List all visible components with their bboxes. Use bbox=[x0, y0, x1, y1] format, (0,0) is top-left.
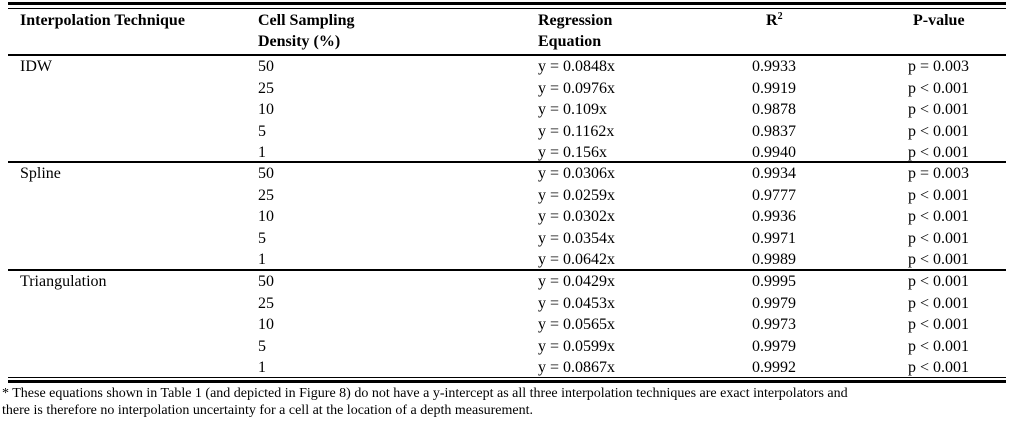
cell-p: p < 0.001 bbox=[908, 122, 970, 140]
cell-equation: y = 0.0867x bbox=[538, 359, 616, 377]
bottom-rule-thin bbox=[8, 377, 1006, 378]
header-rule bbox=[8, 54, 1006, 56]
cell-p: p < 0.001 bbox=[908, 144, 970, 162]
technique-label: Triangulation bbox=[20, 273, 107, 290]
cell-p: p < 0.001 bbox=[908, 251, 970, 269]
cell-density: 25 bbox=[258, 79, 274, 97]
cell-density: 25 bbox=[258, 186, 274, 204]
cell-p: p < 0.001 bbox=[908, 337, 970, 355]
cell-density: 1 bbox=[258, 359, 266, 377]
cell-equation: y = 0.0565x bbox=[538, 316, 616, 334]
group-separator-rule bbox=[8, 161, 1006, 163]
cell-density: 1 bbox=[258, 144, 266, 162]
r-squared-base: R bbox=[766, 12, 778, 29]
header-technique: Interpolation Technique bbox=[20, 12, 185, 29]
cell-equation: y = 0.0642x bbox=[538, 251, 616, 269]
cell-equation: y = 0.0976x bbox=[538, 79, 616, 97]
technique-label: Spline bbox=[20, 165, 61, 182]
cell-p: p < 0.001 bbox=[908, 316, 970, 334]
cell-p: p = 0.003 bbox=[908, 165, 970, 182]
bottom-rule-thick bbox=[8, 380, 1006, 383]
cell-density: 5 bbox=[258, 122, 266, 140]
cell-p: p < 0.001 bbox=[908, 101, 970, 119]
cell-r2: 0.9936 bbox=[752, 208, 796, 226]
header-equation-line1: Regression bbox=[538, 12, 613, 29]
cell-density: 50 bbox=[258, 58, 274, 75]
cell-p: p < 0.001 bbox=[908, 229, 970, 247]
cell-p: p = 0.003 bbox=[908, 58, 970, 75]
cell-r2: 0.9979 bbox=[752, 337, 796, 355]
cell-density: 5 bbox=[258, 229, 266, 247]
cell-r2: 0.9979 bbox=[752, 294, 796, 312]
cell-r2: 0.9989 bbox=[752, 251, 796, 269]
cell-equation: y = 0.0306x bbox=[538, 165, 616, 182]
cell-r2: 0.9992 bbox=[752, 359, 796, 377]
cell-equation: y = 0.156x bbox=[538, 144, 608, 162]
cell-equation: y = 0.1162x bbox=[538, 122, 615, 140]
cell-equation: y = 0.0259x bbox=[538, 186, 616, 204]
header-density-line2: Density (%) bbox=[258, 33, 341, 50]
group-separator-rule bbox=[8, 269, 1006, 271]
cell-density: 10 bbox=[258, 208, 274, 226]
cell-r2: 0.9995 bbox=[752, 273, 796, 290]
header-pvalue: P-value bbox=[913, 12, 965, 29]
cell-equation: y = 0.0302x bbox=[538, 208, 616, 226]
cell-r2: 0.9940 bbox=[752, 144, 796, 162]
cell-p: p < 0.001 bbox=[908, 273, 970, 290]
cell-r2: 0.9837 bbox=[752, 122, 796, 140]
cell-r2: 0.9878 bbox=[752, 101, 796, 119]
cell-r2: 0.9777 bbox=[752, 186, 796, 204]
cell-r2: 0.9971 bbox=[752, 229, 796, 247]
header-r-squared bbox=[766, 12, 783, 30]
r-squared-superscript: 2 bbox=[777, 11, 783, 22]
cell-density: 50 bbox=[258, 165, 274, 182]
cell-density: 10 bbox=[258, 101, 274, 119]
cell-p: p < 0.001 bbox=[908, 208, 970, 226]
cell-density: 1 bbox=[258, 251, 266, 269]
cell-density: 25 bbox=[258, 294, 274, 312]
top-rule-thick bbox=[8, 2, 1006, 5]
header-density-line1: Cell Sampling bbox=[258, 12, 355, 29]
cell-density: 10 bbox=[258, 316, 274, 334]
cell-p: p < 0.001 bbox=[908, 186, 970, 204]
cell-r2: 0.9973 bbox=[752, 316, 796, 334]
cell-p: p < 0.001 bbox=[908, 294, 970, 312]
cell-equation: y = 0.0429x bbox=[538, 273, 616, 290]
cell-p: p < 0.001 bbox=[908, 79, 970, 97]
technique-label: IDW bbox=[20, 58, 52, 75]
cell-p: p < 0.001 bbox=[908, 359, 970, 377]
cell-equation: y = 0.0599x bbox=[538, 337, 616, 355]
cell-equation: y = 0.0354x bbox=[538, 229, 616, 247]
top-rule-thin bbox=[8, 8, 1006, 9]
cell-r2: 0.9934 bbox=[752, 165, 796, 182]
cell-r2: 0.9933 bbox=[752, 58, 796, 75]
footnote-line1: * These equations shown in Table 1 (and depicted in Figure 8) do not have a y-intercept as all three interpolation techniques are exact interpolators and bbox=[2, 386, 848, 401]
cell-equation: y = 0.0848x bbox=[538, 58, 616, 75]
header-equation-line2: Equation bbox=[538, 33, 602, 50]
cell-r2: 0.9919 bbox=[752, 79, 796, 97]
footnote-line2: there is therefore no interpolation uncertainty for a cell at the location of a depth measurement. bbox=[2, 403, 534, 418]
cell-equation: y = 0.0453x bbox=[538, 294, 616, 312]
cell-density: 5 bbox=[258, 337, 266, 355]
cell-equation: y = 0.109x bbox=[538, 101, 608, 119]
cell-density: 50 bbox=[258, 273, 274, 290]
